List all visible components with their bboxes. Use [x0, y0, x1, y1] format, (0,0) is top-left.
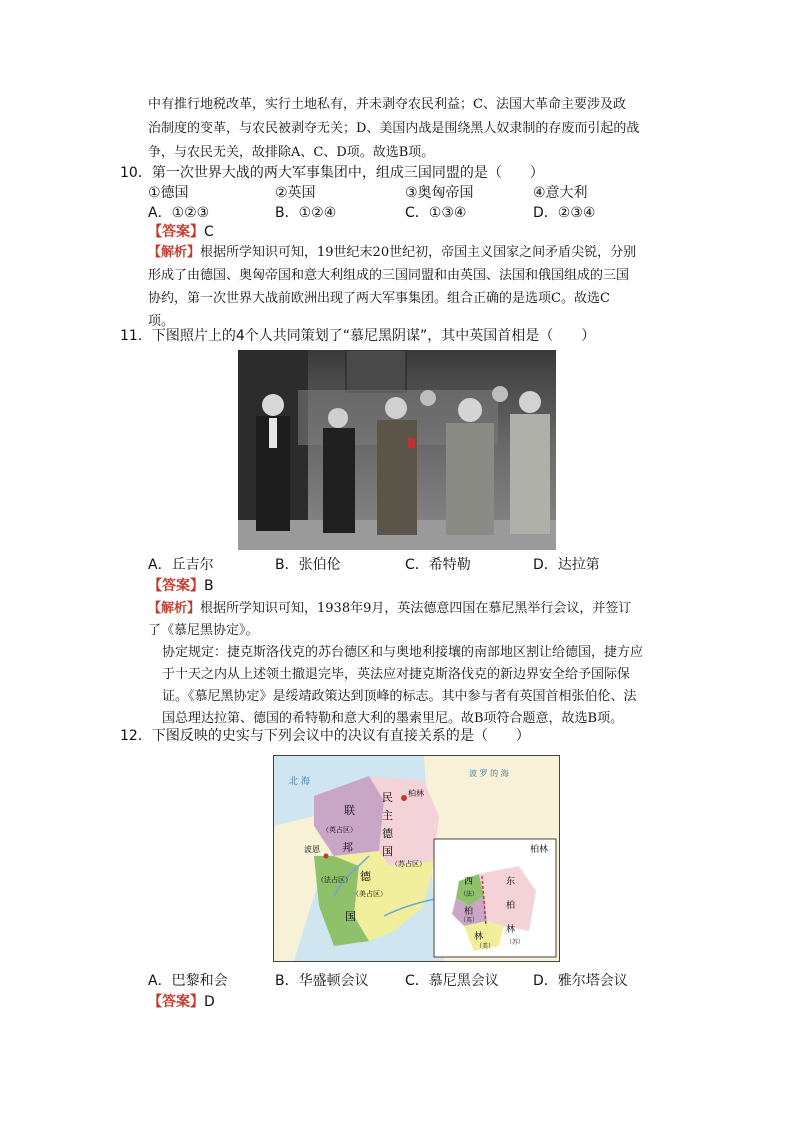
- map-berlin-label: 柏林: [408, 789, 424, 798]
- inset-title: 柏林: [530, 845, 549, 855]
- q10-analysis-line: 形成了由德国、奥匈帝国和意大利组成的三国同盟和由英国、法国和俄国组成的三国: [148, 268, 630, 283]
- analysis-continued-line: 治制度的变革，与农民被剥夺无关；D、美国内战是围绕黑人奴隶制的存废而引起的战: [148, 121, 640, 136]
- map-zone-french: （法占区）: [317, 876, 352, 884]
- answer-tag: 【答案】: [148, 578, 204, 594]
- analysis-text: 根据所学知识可知，1938年9月，英法德意四国在慕尼黑举行会议，并签订: [200, 601, 632, 616]
- inset-zone-soviet: （苏）: [506, 939, 525, 946]
- map-bonn-label: 波恩: [304, 845, 320, 854]
- q11-analysis-line: 了《慕尼黑协定》。: [148, 623, 259, 638]
- q12-option-c[interactable]: C．慕尼黑会议: [405, 973, 499, 989]
- map-svg: [274, 756, 559, 961]
- q11-answer: [148, 577, 214, 595]
- q11-analysis-line: 协定规定：捷克斯洛伐克的苏台德区和与奥地利接壤的南部地区割让给德国，捷方应: [162, 645, 644, 660]
- q10-item-3: ③奥匈帝国: [405, 185, 474, 201]
- inset-east-2: 柏: [506, 901, 516, 911]
- answer-value: C: [204, 224, 214, 240]
- analysis-continued-line: 中有推行地税改革，实行土地私有，并未剥夺农民利益；C、法国大革命主要涉及政: [148, 97, 626, 112]
- question-10-stem: 10．第一次世界大战的两大军事集团中，组成三国同盟的是（ ）: [120, 165, 544, 181]
- map-label-gdr-3: 德: [382, 827, 393, 840]
- q11-analysis-line: 证。《慕尼黑协定》是绥靖政策达到顶峰的标志。其中参与者有英国首相张伯伦、法: [162, 689, 637, 704]
- question-11-stem: 11．下图照片上的4个人共同策划了“慕尼黑阴谋”，其中英国首相是（ ）: [120, 328, 596, 344]
- inset-zone-british: （英）: [460, 917, 479, 924]
- q11-option-b[interactable]: B．张伯伦: [275, 557, 341, 573]
- analysis-continued-line: 争，与农民无关，故排除A、C、D项。故选B项。: [148, 145, 435, 160]
- q10-item-2: ②英国: [275, 185, 316, 201]
- map-label-gdr-2: 主: [382, 809, 393, 822]
- answer-tag: 【答案】: [148, 994, 204, 1010]
- map-label-frg-1: 联: [344, 804, 355, 817]
- q10-item-4: ④意大利: [533, 185, 588, 201]
- map-zone-american: （美占区）: [352, 890, 387, 898]
- map-label-gdr-1: 民: [382, 791, 393, 804]
- inset-east-1: 东: [506, 877, 516, 887]
- q10-option-c[interactable]: C．①③④: [405, 205, 467, 221]
- map-baltic-label: 波 罗 的 海: [469, 769, 509, 778]
- map-label-frg-3: 德: [360, 870, 371, 883]
- map-zone-soviet: （苏占区）: [391, 860, 426, 868]
- q11-analysis-line: 于十天之内从上述领土撤退完毕，英法应对捷克斯洛伐克的新边界安全给予国际保: [162, 667, 631, 682]
- answer-value: B: [204, 578, 214, 594]
- map-label-frg-4: 国: [345, 910, 356, 923]
- q10-analysis-line: [148, 244, 636, 262]
- inset-east-3: 林: [506, 925, 516, 935]
- inset-zone-american: （美）: [476, 943, 495, 950]
- inset-west-1: 西: [464, 877, 474, 887]
- munich-conference-photo: [238, 350, 556, 550]
- q10-item-1: ①德国: [148, 185, 189, 201]
- answer-value: D: [204, 994, 215, 1010]
- map-zone-british: （英占区）: [322, 826, 357, 834]
- q11-analysis-line: 国总理达拉第、德国的希特勒和意大利的墨索里尼。故B项符合题意，故选B项。: [162, 711, 624, 726]
- q12-option-b[interactable]: B．华盛顿会议: [275, 973, 369, 989]
- analysis-tag: 【解析】: [148, 245, 201, 260]
- q11-option-d[interactable]: D．达拉第: [533, 557, 600, 573]
- inset-west-3: 林: [474, 932, 484, 942]
- analysis-tag: 【解析】: [148, 601, 201, 616]
- q10-analysis-line: 协约，第一次世界大战前欧洲出现了两大军事集团。组合正确的是选项C。故选C: [148, 291, 610, 306]
- photo-illustration: [238, 350, 556, 550]
- q12-option-a[interactable]: A．巴黎和会: [148, 973, 228, 989]
- inset-west-2: 柏: [464, 907, 474, 917]
- q10-option-b[interactable]: B．①②④: [275, 205, 337, 221]
- analysis-text: 根据所学知识可知，19世纪末20世纪初，帝国主义国家之间矛盾尖锐，分别: [200, 245, 637, 260]
- map-sea-label: 北 海: [289, 777, 310, 787]
- q10-analysis-line: 项。: [148, 314, 175, 329]
- question-12-stem: 12．下图反映的史实与下列会议中的决议有直接关系的是（ ）: [120, 728, 530, 744]
- answer-tag: 【答案】: [148, 224, 204, 240]
- q11-analysis-line: [148, 600, 631, 618]
- germany-occupation-map: [273, 755, 560, 962]
- map-label-gdr-4: 国: [382, 845, 393, 858]
- inset-zone-french: （法）: [460, 891, 479, 898]
- map-label-frg-2: 邦: [342, 841, 353, 854]
- q10-option-d[interactable]: D．②③④: [533, 205, 596, 221]
- q11-option-a[interactable]: A．丘吉尔: [148, 557, 214, 573]
- q10-option-a[interactable]: A．①②③: [148, 205, 210, 221]
- q10-answer: [148, 223, 214, 241]
- q11-option-c[interactable]: C．希特勒: [405, 557, 471, 573]
- q12-answer: [148, 993, 215, 1011]
- q12-option-d[interactable]: D．雅尔塔会议: [533, 973, 628, 989]
